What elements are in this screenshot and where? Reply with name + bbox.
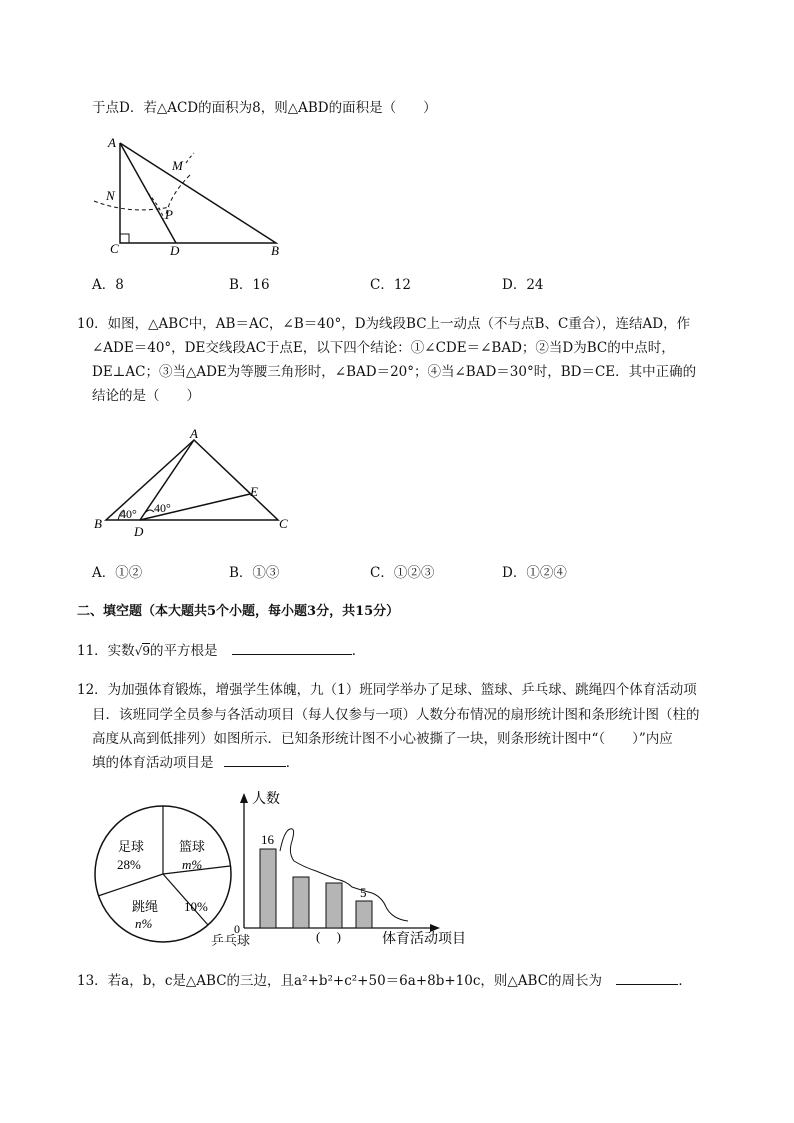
bar-missing-label: ( ) bbox=[316, 929, 341, 944]
pie-label-football: 足球 bbox=[118, 839, 145, 854]
q12-line-4 bbox=[92, 754, 299, 772]
q9-figure bbox=[90, 135, 300, 260]
bar-ylabel: 人数 bbox=[252, 792, 280, 807]
pie-value-football: 28% bbox=[117, 857, 141, 872]
q9-stem: 于点D．若△ACD的面积为8，则△ABD的面积是（ ） bbox=[92, 100, 437, 116]
fig-label-P: P bbox=[165, 207, 173, 222]
q11-end: ． bbox=[351, 643, 366, 659]
q13-end: ． bbox=[678, 973, 692, 989]
fig-label-B: B bbox=[94, 516, 102, 531]
q12-line-3: 高度从高到低排列）如图所示．已知条形统计图不小心被撕了一块，则条形统计图中“（ ）”内应 bbox=[92, 731, 673, 747]
q10-option-d: D．①②④ bbox=[502, 565, 567, 581]
q12-line-1: 12．为加强体育锻炼，增强学生体魄，九（1）班同学举办了足球、篮球、乒乓球、跳绳四个体育活动项 bbox=[77, 682, 697, 698]
bar-1 bbox=[260, 849, 276, 928]
bar-3 bbox=[326, 883, 342, 928]
fig-label-D: D bbox=[134, 524, 144, 539]
bar-origin: 0 bbox=[234, 922, 240, 936]
q11-post: 的平方根是 bbox=[149, 643, 218, 659]
fig-label-B: B bbox=[271, 243, 279, 258]
angle-label-b: 40° bbox=[120, 507, 137, 521]
pie-value-pingpong: 10% bbox=[184, 899, 208, 914]
bar-xlabel: 体育活动项目 bbox=[382, 932, 466, 946]
fig-label-A: A bbox=[108, 135, 116, 150]
bar-1-value: 16 bbox=[261, 832, 274, 847]
pie-label-pingpong: 乒乓球 bbox=[211, 934, 251, 949]
fig-label-C: C bbox=[279, 516, 288, 531]
q11-radicand: 9 bbox=[142, 644, 150, 658]
fig-label-D: D bbox=[170, 243, 180, 258]
q10-line-2: ∠ADE＝40°，DE交线段AC于点E，以下四个结论：①∠CDE＝∠BAD；②当D为BC的中点时， bbox=[92, 340, 675, 356]
bar-4-value: 5 bbox=[360, 885, 367, 900]
bar-chart bbox=[232, 791, 472, 946]
answer-blank[interactable] bbox=[224, 754, 286, 767]
q10-option-a: A．①② bbox=[92, 565, 143, 581]
q9-option-c: C．12 bbox=[370, 277, 412, 293]
pie-chart bbox=[90, 801, 240, 951]
fig-label-N: N bbox=[106, 188, 115, 203]
fig-label-E: E bbox=[250, 484, 258, 499]
pie-label-rope: 跳绳 bbox=[132, 899, 159, 914]
q9-option-a: A．8 bbox=[92, 277, 124, 293]
q10-line-1: 10．如图，△ABC中，AB＝AC，∠B＝40°，D为线段BC上一动点（不与点B、C重合），连结AD，作 bbox=[77, 316, 691, 332]
q9-option-d: D．24 bbox=[502, 277, 544, 293]
q12-end: ． bbox=[285, 755, 300, 771]
answer-blank[interactable] bbox=[616, 972, 678, 985]
bar-2 bbox=[293, 877, 309, 928]
pie-value-rope: n% bbox=[135, 916, 153, 931]
q10-line-3: DE⊥AC；③当△ADE为等腰三角形时，∠BAD＝20°；④当∠BAD＝30°时，BD＝CE．其中正确的 bbox=[92, 364, 697, 380]
fig-label-A: A bbox=[190, 428, 198, 441]
bar-4 bbox=[356, 901, 372, 928]
q10-option-c: C．①②③ bbox=[370, 565, 435, 581]
pie-label-basketball: 篮球 bbox=[179, 839, 206, 854]
q12-line-2: 目．该班同学全员参与各活动项目（每人仅参与一项）人数分布情况的扇形统计图和条形统计图（柱的 bbox=[92, 707, 700, 723]
q10-line-4: 结论的是（ ） bbox=[92, 388, 200, 404]
q9-option-b: B．16 bbox=[229, 277, 270, 293]
q13 bbox=[77, 972, 692, 990]
q11 bbox=[77, 642, 365, 660]
fig-label-C: C bbox=[110, 241, 119, 256]
sqrt-symbol: √ bbox=[134, 644, 143, 658]
pie-value-basketball: m% bbox=[182, 857, 203, 872]
q10-option-b: B．①③ bbox=[229, 565, 280, 581]
fig-label-M: M bbox=[172, 158, 183, 173]
section-heading: 二、填空题（本大题共5个小题，每小题3分，共15分） bbox=[77, 604, 400, 619]
q12-line-4-text: 填的体育活动项目是 bbox=[92, 755, 214, 771]
angle-label-d: 40° bbox=[154, 501, 171, 515]
answer-blank[interactable] bbox=[232, 642, 352, 655]
q10-figure bbox=[90, 428, 300, 543]
q13-text: 13．若a，b，c是△ABC的三边，且a²+b²+c²+50＝6a+8b+10c，则△ABC的周长为 bbox=[77, 973, 603, 989]
q11-pre: 11．实数 bbox=[77, 643, 135, 659]
